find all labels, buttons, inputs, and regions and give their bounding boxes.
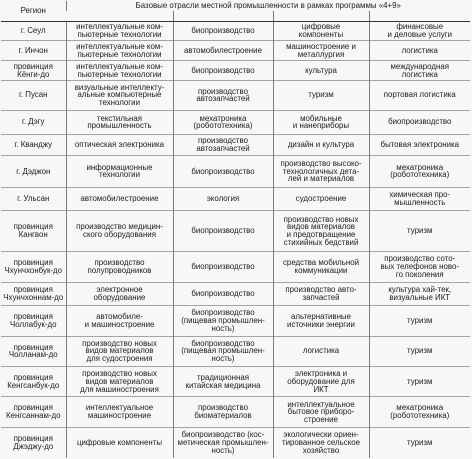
industry-cell: туризм	[369, 306, 470, 336]
industry-cell: производство сото- вых телефонов ново- го поколения	[369, 252, 470, 282]
region-cell: провинция Кенгсаннам-до	[5, 403, 61, 421]
industry-cell: биопроизводство	[173, 21, 273, 41]
industry-cell: туризм	[369, 211, 470, 252]
table-row	[1, 282, 470, 305]
industry-cell: автомобилестроение	[173, 41, 273, 61]
industry-cell: мобильные и нанеприборы	[273, 110, 369, 135]
industry-cell: мехатроника (робототехника)	[369, 397, 470, 427]
industry-cell: производство высоко- технологичных дета- лей и материалов	[273, 156, 369, 188]
industry-cell: бытовая электроника	[369, 135, 470, 156]
industry-cell: интеллектуальные ком- пьютерные технологии	[66, 61, 173, 81]
region-cell: г. Дэджон	[16, 166, 51, 176]
industry-cell: биопроизводство	[173, 156, 273, 188]
header-subrow	[1, 11, 470, 21]
industry-cell: экологически ориен- тированное сельское хозяйство	[273, 427, 369, 458]
industry-cell: культура хай-тек, визуальные ИКТ	[369, 282, 470, 305]
region-column-header: Регион	[1, 1, 66, 21]
industry-subheader-3	[273, 11, 369, 21]
industry-cell: интеллектуальное бытовое приборо- строение	[273, 397, 369, 427]
table-row	[1, 135, 470, 156]
table-row	[1, 336, 470, 366]
region-cell: провинция Чхунчхоннам-до	[3, 285, 64, 302]
table-row	[1, 61, 470, 81]
industry-subheader-2	[173, 11, 273, 21]
industry-cell: производство новых видов материалов для судостроения	[66, 336, 173, 366]
industry-cell: биопроизводство	[173, 252, 273, 282]
industry-cell: визуальные интеллекту- альные компьютерные технологии	[66, 81, 173, 110]
table-row	[1, 367, 470, 397]
table-row	[1, 427, 470, 458]
industry-cell: дизайн и культура	[273, 135, 369, 156]
region-cell: провинция Чолланам-до	[8, 342, 58, 360]
industry-subheader-4	[369, 11, 470, 21]
industry-cell: биопроизводство	[369, 110, 470, 135]
industry-cell: производство авто- запчастей	[273, 282, 369, 305]
regional-industries-table	[1, 1, 470, 458]
industry-cell: биопроизводство	[173, 61, 273, 81]
industry-cell: мехатроника (робототехника)	[369, 156, 470, 188]
industry-cell: средства мобильной коммуникации	[273, 252, 369, 282]
region-cell: г. Кванджу	[14, 140, 53, 150]
table-row	[1, 211, 470, 252]
region-cell: провинция Кенгсанбук-до	[7, 372, 60, 390]
industry-cell: портовая логистика	[369, 81, 470, 110]
industry-cell: биопроизводство (пищевая промышлен- ность)	[173, 336, 273, 366]
table-row	[1, 110, 470, 135]
region-cell: г. Пусан	[18, 90, 48, 100]
region-cell: г. Инчон	[18, 45, 48, 55]
industry-cell: туризм	[369, 336, 470, 366]
industry-cell: производство новых видов материалов для машиностроения	[66, 367, 173, 397]
industry-cell: интеллектуальные ком- пьютерные технологии	[66, 41, 173, 61]
industry-cell: международная логистика	[369, 61, 470, 81]
region-cell: г. Ульсан	[17, 194, 50, 204]
industry-subheader-1	[66, 11, 173, 21]
industry-cell: производство полупроводников	[66, 252, 173, 282]
industry-cell: биопроизводство	[173, 282, 273, 305]
industry-cell: биопроизводство (пищевая промышлен- ность)	[173, 306, 273, 336]
industry-cell: автомобиле- и машиностроение	[66, 306, 173, 336]
industry-cell: автомобилестроение	[66, 187, 173, 210]
industry-cell: производство автозапчастей	[173, 81, 273, 110]
region-cell: провинция Кангвон	[13, 222, 53, 240]
industry-cell: логистика	[369, 41, 470, 61]
industry-cell: традиционная китайская медицина	[173, 367, 273, 397]
industry-cell: биопроизводство	[173, 211, 273, 252]
industry-cell: оптическая электроника	[66, 135, 173, 156]
region-cell: г. Сеул	[20, 26, 46, 36]
industry-cell: информационные технологии	[66, 156, 173, 188]
industry-cell: культура	[273, 61, 369, 81]
industry-cell: альтернативные источники энергии	[273, 306, 369, 336]
industry-cell: судостроение	[273, 187, 369, 210]
table-row	[1, 21, 470, 41]
industry-cell: мехатроника (робототехника)	[173, 110, 273, 135]
table-row	[1, 397, 470, 427]
table-row	[1, 156, 470, 188]
header-row	[1, 1, 470, 11]
industry-cell: машиностроение и металлургия	[273, 41, 369, 61]
industry-cell: производство медицин- ского оборудования	[66, 211, 173, 252]
industry-cell: цифровые компоненты	[66, 427, 173, 458]
industry-cell: интеллектуальные ком- пьютерные технологии	[66, 21, 173, 41]
table-row	[1, 187, 470, 210]
industry-cell: электронное оборудование	[66, 282, 173, 305]
region-cell: провинция Чоллабук-до	[10, 312, 57, 329]
region-cell: провинция Кёнги-до	[13, 62, 53, 79]
industry-cell: туризм	[273, 81, 369, 110]
industry-cell: электроника и оборудование для ИКТ	[273, 367, 369, 397]
industry-cell: туризм	[369, 367, 470, 397]
industry-cell: логистика	[273, 336, 369, 366]
region-cell: провинция Чхунчхонбук-до	[4, 258, 63, 275]
industry-cell: цифровые компоненты	[273, 21, 369, 41]
industry-cell: туризм	[369, 427, 470, 458]
industry-cell: текстильная промышленность	[66, 110, 173, 135]
table-row	[1, 252, 470, 282]
industry-cell: производство автозапчастей	[173, 135, 273, 156]
table-row	[1, 306, 470, 336]
industry-cell: интеллектуальное машиностроение	[66, 397, 173, 427]
table-row	[1, 41, 470, 61]
table-row	[1, 81, 470, 110]
industries-column-header: Базовые отрасли местной промышленности в рамках программы «4+9»	[66, 1, 470, 11]
industry-cell: химическая про- мышленность	[369, 187, 470, 210]
industry-cell: производство биоматериалов	[173, 397, 273, 427]
industry-cell: финансовые и деловые услуги	[369, 21, 470, 41]
industry-cell: производство новых видов материалов и предотвращение стихийных бедствий	[273, 211, 369, 252]
region-cell: г. Дэгу	[22, 117, 45, 127]
industry-cell: биопроизводство (кос- метическая промышлен- ность)	[173, 427, 273, 458]
industry-cell: экология	[173, 187, 273, 210]
region-cell: провинция Джэджу-до	[13, 434, 54, 451]
